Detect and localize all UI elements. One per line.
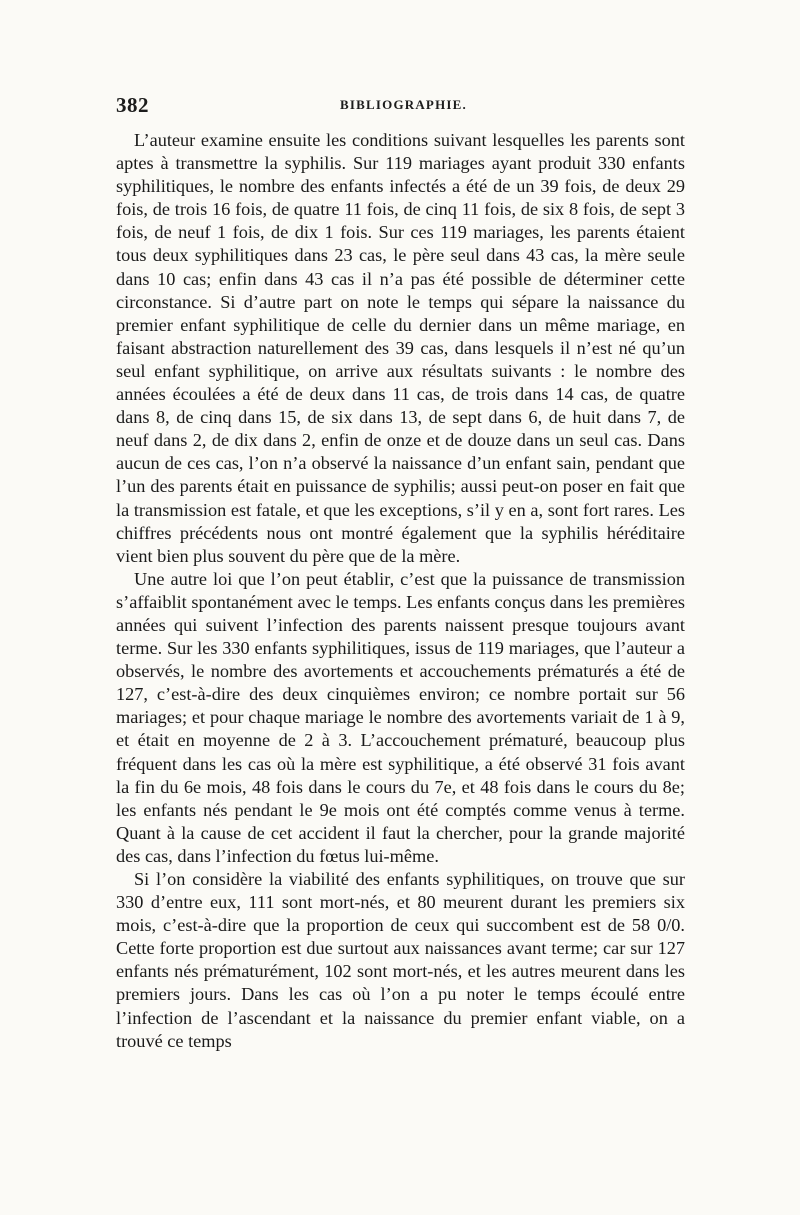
page-header — [116, 93, 676, 119]
paragraph: L’auteur examine ensuite les conditions suivant lesquelles les parents sont aptes à transmettre la syphilis. Sur 119 mariages ayant produit 330 enfants syphilitiques, le nombre des enfants infectés a été de un 39 fois, de deux 29 fois, de trois 16 fois, de quatre 11 fois, de cinq 11 fois, de six 8 fois, de sept 3 fois, de neuf 1 fois, de dix 1 fois. Sur ces 119 mariages, les parents étaient tous deux syphilitiques dans 23 cas, le père seul dans 43 cas, la mère seule dans 10 cas; enfin dans 43 cas il n’a pas été possible de déterminer cette circonstance. Si d’autre part on note le temps qui sépare la naissance du premier enfant syphilitique de celle du dernier dans un même mariage, en faisant abstraction naturellement des 39 cas, dans lesquels il n’est né qu’un seul enfant syphilitique, on arrive aux résultats suivants : le nombre des années écoulées a été de deux dans 11 cas, de trois dans 14 cas, de quatre dans 8, de cinq dans 15, de six dans 13, de sept dans 6, de huit dans 7, de neuf dans 2, de dix dans 2, enfin de onze et de douze dans un seul cas. Dans aucun de ces cas, l’on n’a observé la naissance d’un enfant sain, pendant que l’un des parents était en puissance de syphilis; aussi peut-on poser en fait que la transmission est fatale, et que les exceptions, s’il y en a, sont fort rares. Les chiffres précédents nous ont montré également que la syphilis héréditaire vient bien plus souvent du père que de la mère. — [116, 130, 685, 566]
paragraph: Si l’on considère la viabilité des enfants syphilitiques, on trouve que sur 330 d’entre eux, 111 sont mort-nés, et 80 meurent durant les premiers six mois, c’est-à-dire que la proportion de ceux qui succombent est de 58 0/0. Cette forte proportion est due surtout aux naissances avant terme; car sur 127 enfants nés prématurément, 102 sont mort-nés, et les autres meurent dans les premiers jours. Dans les cas où l’on a pu noter le temps écoulé entre l’infection de l’ascendant et la naissance du premier enfant viable, on a trouvé ce temps — [116, 869, 685, 1051]
body-text — [116, 129, 685, 1053]
page-number: 382 — [116, 93, 149, 117]
running-head: BIBLIOGRAPHIE. — [340, 97, 467, 112]
paragraph: Une autre loi que l’on peut établir, c’est que la puissance de transmission s’affaiblit spontanément avec le temps. Les enfants conçus dans les premières années qui suivent l’infection des parents naissent presque toujours avant terme. Sur les 330 enfants syphilitiques, issus de 119 mariages, que l’auteur a observés, le nombre des avortements et accouchements prématurés a été de 127, c’est-à-dire des deux cinquièmes environ; ce nombre portait sur 56 mariages; et pour chaque mariage le nombre des avortements variait de 1 à 9, et était en moyenne de 2 à 3. L’accouchement prématuré, beaucoup plus fréquent dans les cas où la mère est syphilitique, a été observé 31 fois avant la fin du 6e mois, 48 fois dans le cours du 7e, et 48 fois dans le cours du 8e; les enfants nés pendant le 9e mois ont été comptés comme venus à terme. Quant à la cause de cet accident il faut la chercher, pour la grande majorité des cas, dans l’infection du fœtus lui-même. — [116, 568, 685, 866]
